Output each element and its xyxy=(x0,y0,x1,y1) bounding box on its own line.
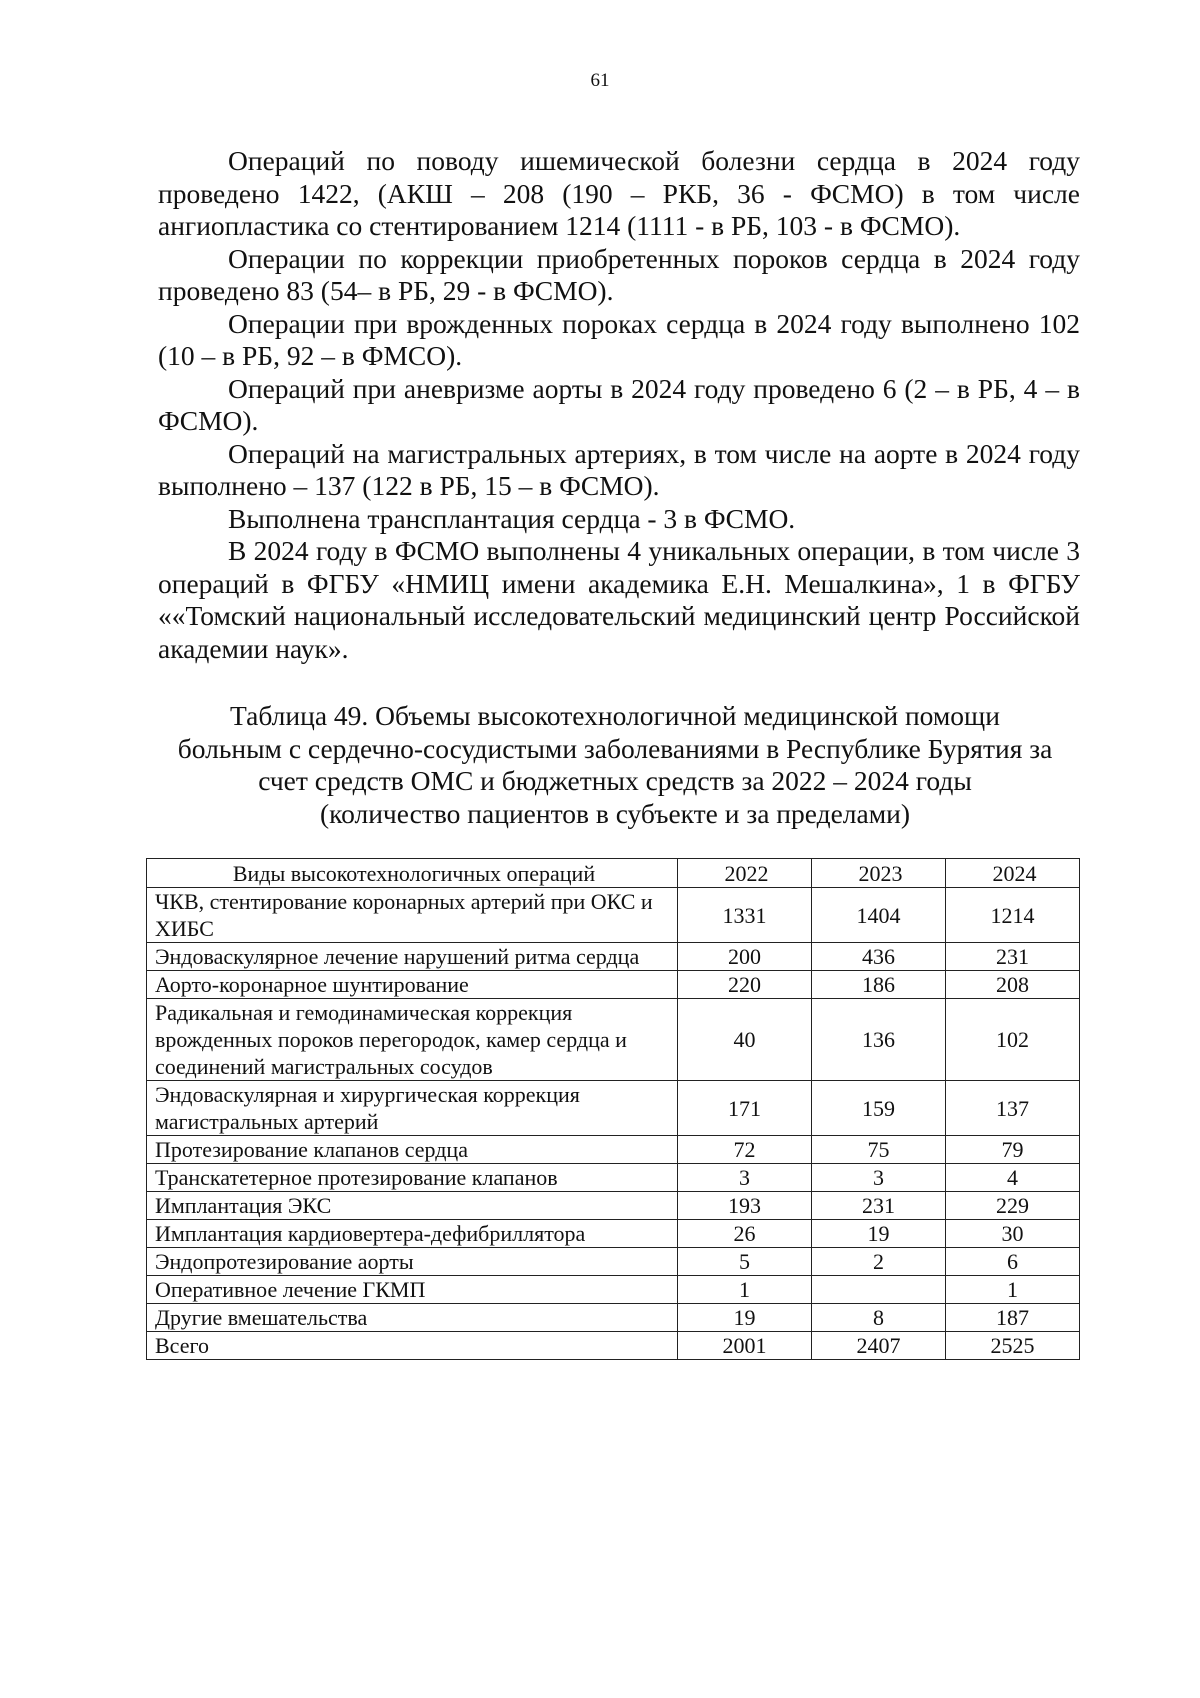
value-2024: 1214 xyxy=(946,888,1080,943)
value-2022: 2001 xyxy=(678,1332,812,1360)
value-2023 xyxy=(812,1276,946,1304)
operation-type: Другие вмешательства xyxy=(147,1304,678,1332)
table-row xyxy=(147,1304,1080,1332)
caption-line: счет средств ОМС и бюджетных средств за 2022 – 2024 годы xyxy=(258,765,972,796)
caption-line: больным с сердечно-сосудистыми заболеваниями в Республике Бурятия за xyxy=(177,732,1053,764)
value-2023: 231 xyxy=(812,1192,946,1220)
value-2024: 1 xyxy=(946,1276,1080,1304)
page-number: 61 xyxy=(590,70,610,91)
operation-type: Радикальная и гемодинамическая коррекция врожденных пороков перегородок, камер сердца и соединений магистральных сосудов xyxy=(147,999,678,1081)
operation-type: Эндопротезирование аорты xyxy=(147,1248,678,1276)
operation-type: ЧКВ, стентирование коронарных артерий при ОКС и ХИБС xyxy=(147,888,678,943)
value-2023: 8 xyxy=(812,1304,946,1332)
table-row xyxy=(147,1276,1080,1304)
value-2024: 229 xyxy=(946,1192,1080,1220)
caption-line: Таблица 49. Объемы высокотехнологичной медицинской помощи xyxy=(230,700,1000,731)
table-row xyxy=(147,999,1080,1081)
value-2022: 40 xyxy=(678,999,812,1081)
value-2023: 436 xyxy=(812,943,946,971)
paragraph: Выполнена трансплантация сердца - 3 в ФСМО. xyxy=(228,502,796,534)
paragraph: В 2024 году в ФСМО выполнены 4 уникальных операции, в том числе 3 операций в ФГБУ «НМИЦ имени академика Е.Н. Мешалкина», 1 в ФГБУ ««Томский национальный исследовательский медицинский центр Российской академии наук». xyxy=(158,535,1080,664)
table-header-row xyxy=(147,859,1080,888)
paragraph: Операций на магистральных артериях, в том числе на аорте в 2024 году выполнено – 137 (122 в РБ, 15 – в ФСМО). xyxy=(158,437,1080,501)
value-2024: 2525 xyxy=(946,1332,1080,1360)
table-row xyxy=(147,1248,1080,1276)
operation-type: Протезирование клапанов сердца xyxy=(147,1136,678,1164)
column-header: 2022 xyxy=(678,859,812,888)
column-header: 2023 xyxy=(812,859,946,888)
value-2022: 193 xyxy=(678,1192,812,1220)
operation-type: Эндоваскулярная и хирургическая коррекция магистральных артерий xyxy=(147,1081,678,1136)
operation-type: Имплантация кардиовертера-дефибриллятора xyxy=(147,1220,678,1248)
operation-type: Оперативное лечение ГКМП xyxy=(147,1276,678,1304)
paragraph: Операций по поводу ишемической болезни сердца в 2024 году проведено 1422, (АКШ – 208 (190 – РКБ, 36 - ФСМО) в том числе ангиопластика со стентированием 1214 (1111 - в РБ, 103 - в ФСМО). xyxy=(158,145,1080,241)
value-2023: 159 xyxy=(812,1081,946,1136)
operation-type: Всего xyxy=(147,1332,678,1360)
value-2024: 208 xyxy=(946,971,1080,999)
value-2022: 19 xyxy=(678,1304,812,1332)
operations-table xyxy=(146,858,1080,1360)
value-2023: 2407 xyxy=(812,1332,946,1360)
value-2022: 1331 xyxy=(678,888,812,943)
value-2024: 187 xyxy=(946,1304,1080,1332)
table-row xyxy=(147,943,1080,971)
body-text xyxy=(158,145,1080,665)
value-2022: 3 xyxy=(678,1164,812,1192)
table-row xyxy=(147,1136,1080,1164)
value-2023: 186 xyxy=(812,971,946,999)
paragraph: Операции по коррекции приобретенных пороков сердца в 2024 году проведено 83 (54– в РБ, 29 - в ФСМО). xyxy=(158,242,1080,306)
table-row xyxy=(147,1164,1080,1192)
value-2023: 2 xyxy=(812,1248,946,1276)
value-2023: 1404 xyxy=(812,888,946,943)
value-2024: 4 xyxy=(946,1164,1080,1192)
value-2024: 79 xyxy=(946,1136,1080,1164)
value-2022: 26 xyxy=(678,1220,812,1248)
value-2024: 102 xyxy=(946,999,1080,1081)
paragraph: Операции при врожденных пороках сердца в 2024 году выполнено 102 (10 – в РБ, 92 – в ФМСО). xyxy=(158,307,1080,371)
operation-type: Аорто-коронарное шунтирование xyxy=(147,971,678,999)
table-row xyxy=(147,1081,1080,1136)
value-2022: 1 xyxy=(678,1276,812,1304)
value-2024: 6 xyxy=(946,1248,1080,1276)
value-2023: 75 xyxy=(812,1136,946,1164)
value-2022: 5 xyxy=(678,1248,812,1276)
value-2023: 136 xyxy=(812,999,946,1081)
operation-type: Эндоваскулярное лечение нарушений ритма сердца xyxy=(147,943,678,971)
column-header: 2024 xyxy=(946,859,1080,888)
operation-type: Транскатетерное протезирование клапанов xyxy=(147,1164,678,1192)
caption-line: (количество пациентов в субъекте и за пределами) xyxy=(319,797,911,829)
value-2024: 231 xyxy=(946,943,1080,971)
paragraph: Операций при аневризме аорты в 2024 году проведено 6 (2 – в РБ, 4 – в ФСМО). xyxy=(158,372,1080,436)
table-row xyxy=(147,971,1080,999)
table-total-row xyxy=(147,1332,1080,1360)
table-caption xyxy=(150,700,1080,830)
table-row xyxy=(147,888,1080,943)
value-2024: 137 xyxy=(946,1081,1080,1136)
value-2022: 220 xyxy=(678,971,812,999)
value-2023: 19 xyxy=(812,1220,946,1248)
column-header: Виды высокотехнологичных операций xyxy=(147,859,678,888)
value-2022: 200 xyxy=(678,943,812,971)
value-2024: 30 xyxy=(946,1220,1080,1248)
operation-type: Имплантация ЭКС xyxy=(147,1192,678,1220)
value-2022: 171 xyxy=(678,1081,812,1136)
value-2023: 3 xyxy=(812,1164,946,1192)
table-row xyxy=(147,1220,1080,1248)
table-row xyxy=(147,1192,1080,1220)
value-2022: 72 xyxy=(678,1136,812,1164)
